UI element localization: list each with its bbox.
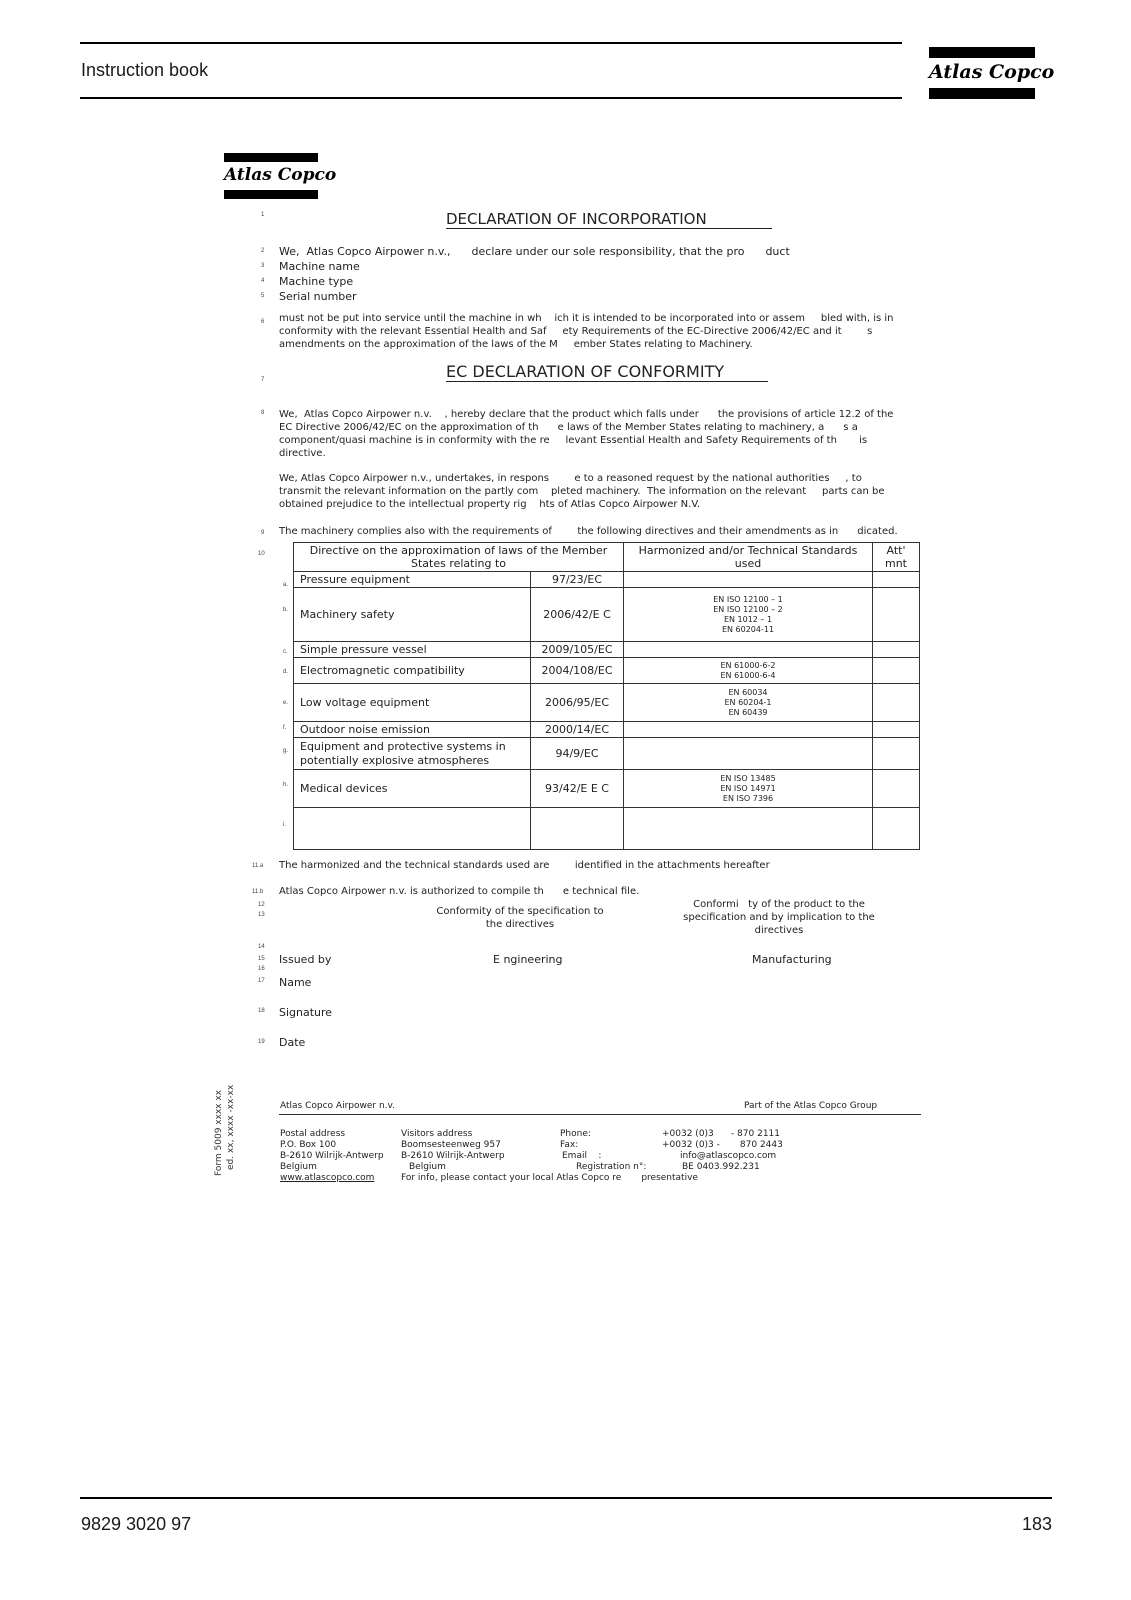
directive-code	[531, 808, 624, 850]
directive-att	[873, 658, 920, 684]
row-letter-i: i.	[283, 822, 286, 828]
line-number-6: 6	[261, 319, 265, 325]
table-header-att: Att' mnt	[873, 543, 920, 572]
directive-name: Electromagnetic compatibility	[294, 658, 531, 684]
line-number-11a: 11.a	[252, 863, 264, 869]
directive-att	[873, 722, 920, 738]
directive-att	[873, 572, 920, 588]
directive-standards: EN 60034 EN 60204-1 EN 60439	[624, 684, 873, 722]
line-number-12: 12	[258, 902, 265, 908]
line-number-5: 5	[261, 293, 265, 299]
visitors-line: B-2610 Wilrijk-Antwerp	[401, 1151, 505, 1161]
contact-value: +0032 (0)3 - 870 2443	[662, 1140, 783, 1150]
directive-standards	[624, 572, 873, 588]
directive-att	[873, 588, 920, 642]
directive-att	[873, 808, 920, 850]
line-number-11b: 11.b	[252, 889, 264, 895]
group-note: Part of the Atlas Copco Group	[744, 1101, 878, 1111]
directive-name: Equipment and protective systems in potentially explosive atmospheres	[294, 738, 531, 770]
spec-conformity-heading: Conformity of the specification to the directives	[436, 906, 604, 930]
line-number-4: 4	[261, 278, 265, 284]
serial-number-label: Serial number	[279, 290, 357, 303]
machine-type-label: Machine type	[279, 275, 354, 288]
postal-line: Belgium	[280, 1162, 317, 1172]
directive-standards	[624, 738, 873, 770]
line-number-19: 19	[258, 1039, 265, 1045]
contact-label: Email :	[562, 1151, 602, 1161]
issued-by-label: Issued by	[279, 953, 332, 966]
directive-standards	[624, 642, 873, 658]
contact-values-block	[662, 1129, 783, 1173]
directive-name	[294, 808, 531, 850]
engineering-label: E ngineering	[493, 953, 563, 966]
directive-name: Simple pressure vessel	[294, 642, 531, 658]
line-number-9: 9	[261, 530, 265, 536]
table-row	[294, 642, 920, 658]
document-number: 9829 3020 97	[81, 1514, 192, 1534]
line-number-7: 7	[261, 377, 265, 383]
header-top-rule	[80, 42, 902, 44]
directive-code: 2004/108/EC	[531, 658, 624, 684]
directive-standards: EN 61000-6-2 EN 61000-6-4	[624, 658, 873, 684]
directive-standards	[624, 808, 873, 850]
line-number-2: 2	[261, 248, 265, 254]
line-number-16: 16	[258, 966, 265, 972]
contact-value: info@atlascopco.com	[680, 1151, 777, 1161]
row-letter-f: f.	[283, 725, 287, 731]
line-number-13: 13	[258, 912, 265, 918]
technical-file-note: Atlas Copco Airpower n.v. is authorized to compile th e technical file.	[279, 886, 640, 897]
visitors-line: Belgium	[409, 1162, 446, 1172]
row-letter-e: e.	[283, 700, 289, 706]
company-name: Atlas Copco Airpower n.v.	[280, 1101, 396, 1111]
atlas-copco-logo: Atlas Copco	[929, 47, 1035, 99]
line-number-17: 17	[258, 978, 265, 984]
contact-value: BE 0403.992.231	[682, 1162, 760, 1172]
directive-standards	[624, 722, 873, 738]
contact-value: +0032 (0)3 - 870 2111	[662, 1129, 780, 1139]
directive-standards: EN ISO 13485 EN ISO 14971 EN ISO 7396	[624, 770, 873, 808]
directives-table	[293, 542, 920, 850]
date-label: Date	[279, 1036, 306, 1049]
form-edition-vertical: ed. xx, xxxx -xx-xx	[226, 1084, 236, 1170]
directive-name: Machinery safety	[294, 588, 531, 642]
form-number-vertical: Form 5009 xxxx xx	[214, 1089, 224, 1176]
directive-name: Low voltage equipment	[294, 684, 531, 722]
line-number-18: 18	[258, 1008, 265, 1014]
table-row	[294, 722, 920, 738]
table-row	[294, 572, 920, 588]
machine-name-label: Machine name	[279, 260, 360, 273]
table-row	[294, 770, 920, 808]
table-header-directive: Directive on the approximation of laws of the Member States relating to	[294, 543, 624, 572]
line-number-10: 10	[258, 551, 265, 557]
directives-intro: The machinery complies also with the requirements of the following directives and their amendments as in dicated.	[279, 526, 898, 537]
form-logo: Atlas Copco	[224, 153, 318, 199]
directive-att	[873, 642, 920, 658]
contact-label: Fax:	[560, 1140, 579, 1150]
signature-label: Signature	[279, 1006, 333, 1019]
conformity-paragraph-1: We, Atlas Copco Airpower n.v. , hereby declare that the product which falls under the provisions of article 12.2 of the EC Directive 2006/42/EC on the approximation of th e laws of the Member States relating to machinery, a s a component/quasi machine is in conformity with the re levant Essential Health and Safety Requirements of th is directive.	[279, 409, 897, 459]
directive-att	[873, 738, 920, 770]
postal-line: B-2610 Wilrijk-Antwerp	[280, 1151, 384, 1161]
we-declare-line: We, Atlas Copco Airpower n.v., declare under our sole responsibility, that the pro duct	[279, 245, 790, 258]
visitors-address-block	[401, 1129, 698, 1184]
directive-name: Medical devices	[294, 770, 531, 808]
directive-code: 94/9/EC	[531, 738, 624, 770]
footer-rule	[80, 1497, 1052, 1499]
visitors-line: Visitors address	[401, 1129, 473, 1139]
table-row	[294, 808, 920, 850]
postal-line: Postal address	[280, 1129, 346, 1139]
name-label: Name	[279, 976, 312, 989]
directive-code: 2009/105/EC	[531, 642, 624, 658]
directive-name: Outdoor noise emission	[294, 722, 531, 738]
contact-label: Registration n°:	[576, 1162, 647, 1172]
manufacturing-label: Manufacturing	[752, 953, 832, 966]
table-row	[294, 738, 920, 770]
page-number: 183	[1021, 1514, 1052, 1534]
table-row	[294, 684, 920, 722]
contact-labels-block	[560, 1129, 646, 1173]
row-letter-b: b.	[283, 607, 289, 613]
row-letter-d: d.	[283, 669, 289, 675]
harmonized-standards-note: The harmonized and the technical standards used are identified in the attachments hereafter	[279, 860, 770, 871]
row-letter-g: g.	[283, 748, 289, 754]
line-number-14: 14	[258, 944, 265, 950]
website-link[interactable]: www.atlascopco.com	[280, 1173, 375, 1183]
directive-code: 2006/95/EC	[531, 684, 624, 722]
postal-address-block	[280, 1129, 384, 1184]
line-number-1: 1	[261, 212, 265, 218]
visitors-line: For info, please contact your local Atlas Copco re presentative	[401, 1173, 698, 1183]
conformity-title: EC DECLARATION OF CONFORMITY	[446, 362, 768, 382]
directive-standards: EN ISO 12100 – 1 EN ISO 12100 – 2 EN 1012 – 1 EN 60204-11	[624, 588, 873, 642]
row-letter-c: c.	[283, 649, 288, 655]
table-row	[294, 658, 920, 684]
line-number-15: 15	[258, 956, 265, 962]
directive-code: 2006/42/E C	[531, 588, 624, 642]
table-header-standards: Harmonized and/or Technical Standards used	[624, 543, 873, 572]
directive-name: Pressure equipment	[294, 572, 531, 588]
directive-att	[873, 684, 920, 722]
line-number-8: 8	[261, 410, 265, 416]
contact-label: Phone:	[560, 1129, 591, 1139]
directive-code: 2000/14/EC	[531, 722, 624, 738]
incorporation-paragraph: must not be put into service until the machine in wh ich it is intended to be incorporated into or assem bled with, is in conformity with the relevant Essential Health and Saf ety Requirements of the EC-Directive 2006/42/EC and it s amendments on the approximation of the laws of the M ember States relating to Machinery.	[279, 313, 897, 350]
header-bottom-rule	[80, 97, 902, 99]
header-title: Instruction book	[81, 60, 209, 80]
incorporation-title: DECLARATION OF INCORPORATION	[446, 210, 772, 229]
directive-code: 93/42/E E C	[531, 770, 624, 808]
row-letter-a: a.	[283, 582, 289, 588]
directive-code: 97/23/EC	[531, 572, 624, 588]
line-number-3: 3	[261, 263, 265, 269]
table-row	[294, 588, 920, 642]
company-rule	[279, 1114, 921, 1115]
directive-att	[873, 770, 920, 808]
conformity-paragraph-2: We, Atlas Copco Airpower n.v., undertakes, in respons e to a reasoned request by the national authorities , to transmit the relevant information on the partly com pleted machinery. The information on the relevant parts can be obtained prejudice to the intellectual property rig hts of Atlas Copco Airpower N.V.	[279, 473, 888, 510]
visitors-line: Boomsesteenweg 957	[401, 1140, 501, 1150]
product-conformity-heading: Conformi ty of the product to the specification and by implication to the directives	[683, 899, 879, 936]
row-letter-h: h.	[283, 782, 289, 788]
postal-line: P.O. Box 100	[280, 1140, 337, 1150]
